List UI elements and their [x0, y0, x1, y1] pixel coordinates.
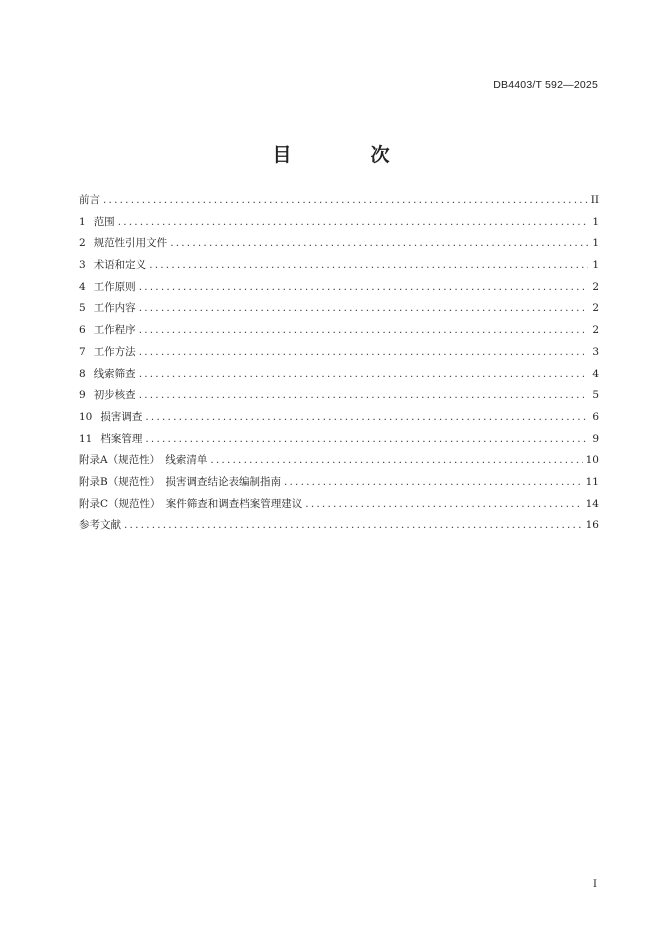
toc-page: 16	[585, 519, 599, 532]
toc-number: 7	[79, 345, 86, 358]
toc-leader	[139, 346, 588, 358]
toc-entry-11[interactable]	[79, 431, 599, 453]
toc-label: 范围	[93, 215, 115, 228]
toc-label: 附录A（规范性） 线索清单	[79, 454, 208, 467]
toc-number: 5	[79, 302, 86, 315]
toc-leader	[139, 281, 588, 293]
toc-page: 11	[585, 475, 599, 488]
toc-entry-8[interactable]	[79, 366, 599, 388]
toc-entry-5[interactable]	[79, 300, 599, 322]
toc-label: 术语和定义	[93, 259, 147, 272]
toc-label: 档案管理	[100, 432, 143, 445]
toc-label: 工作程序	[93, 324, 136, 337]
toc-label: 工作方法	[93, 345, 136, 358]
toc-list	[79, 192, 599, 539]
toc-number: 6	[79, 324, 86, 337]
toc-leader	[118, 216, 588, 228]
toc-leader	[284, 476, 583, 488]
toc-number: 2	[79, 237, 86, 250]
toc-leader	[139, 302, 588, 314]
toc-leader	[149, 259, 588, 271]
toc-page: 6	[592, 410, 599, 423]
toc-label: 初步核查	[93, 389, 136, 402]
toc-leader	[139, 368, 588, 380]
toc-page: 4	[592, 367, 599, 380]
toc-label: 参考文献	[79, 519, 121, 532]
toc-label: 前言	[79, 194, 100, 206]
toc-page: 5	[592, 389, 599, 402]
toc-number: 1	[79, 215, 86, 228]
toc-page: 2	[592, 324, 599, 337]
toc-leader	[139, 324, 588, 336]
toc-label: 附录B（规范性） 损害调查结论表编制指南	[79, 475, 281, 488]
toc-number: 11	[79, 432, 93, 445]
toc-title: 目 次	[272, 144, 420, 166]
toc-page: 14	[585, 497, 599, 510]
toc-leader	[124, 519, 583, 531]
toc-entry-1[interactable]	[79, 214, 599, 236]
toc-entry-7[interactable]	[79, 344, 599, 366]
toc-number: 8	[79, 367, 86, 380]
toc-entry-9[interactable]	[79, 387, 599, 409]
toc-entry-6[interactable]	[79, 322, 599, 344]
toc-page: 1	[592, 259, 599, 272]
toc-label: 规范性引用文件	[93, 237, 168, 250]
toc-entry-3[interactable]	[79, 257, 599, 279]
toc-number: 4	[79, 280, 86, 293]
toc-entry-references[interactable]	[79, 517, 599, 539]
toc-entry-appendix-a[interactable]	[79, 452, 599, 474]
page-number: I	[593, 879, 597, 890]
toc-page: II	[590, 194, 599, 206]
toc-page: 9	[592, 432, 599, 445]
toc-number: 9	[79, 389, 86, 402]
toc-entry-10[interactable]	[79, 409, 599, 431]
toc-page: 1	[592, 237, 599, 250]
toc-entry-4[interactable]	[79, 279, 599, 301]
toc-leader	[170, 237, 588, 249]
toc-label: 附录C（规范性） 案件筛查和调查档案管理建议	[79, 497, 303, 510]
toc-label: 工作原则	[93, 280, 136, 293]
toc-entry-2[interactable]	[79, 235, 599, 257]
toc-leader	[305, 498, 582, 510]
toc-page: 3	[592, 345, 599, 358]
toc-page: 1	[592, 215, 599, 228]
toc-label: 工作内容	[93, 302, 136, 315]
toc-entry-foreword[interactable]	[79, 192, 599, 214]
toc-page: 2	[592, 280, 599, 293]
toc-leader	[210, 454, 582, 466]
toc-label: 损害调查	[100, 410, 143, 423]
toc-leader	[145, 411, 588, 423]
toc-page: 2	[592, 302, 599, 315]
toc-leader	[139, 389, 588, 401]
toc-entry-appendix-c[interactable]	[79, 496, 599, 518]
toc-leader	[145, 433, 588, 445]
toc-leader	[103, 194, 588, 206]
toc-number: 10	[79, 410, 93, 423]
toc-number: 3	[79, 259, 86, 272]
toc-entry-appendix-b[interactable]	[79, 474, 599, 496]
toc-page: 10	[585, 454, 599, 467]
toc-label: 线索筛查	[93, 367, 136, 380]
doc-code: DB4403/T 592—2025	[493, 79, 598, 91]
